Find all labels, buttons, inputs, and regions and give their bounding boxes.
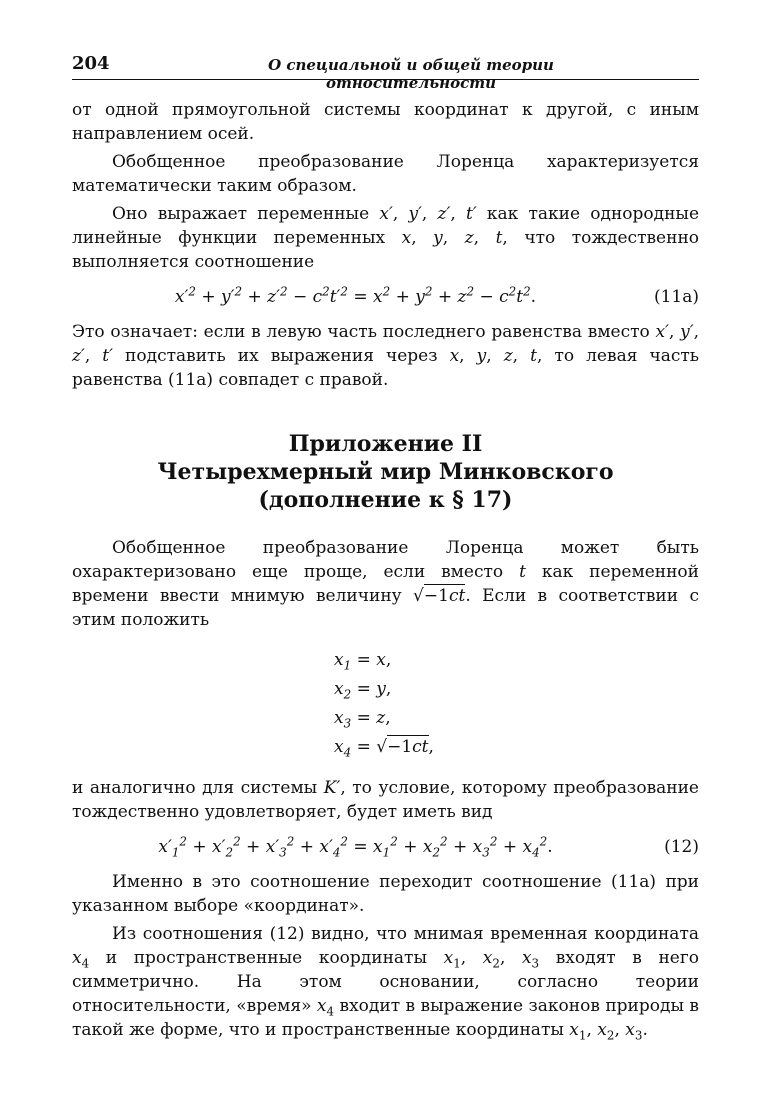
paragraph-3: Оно выражает переменные x′, y′, z′, t′ как такие однородные линейные функции переменных x, y, z, t, что тождественно выполняется соотношение — [72, 204, 700, 272]
paragraph-8: Из соотношения (12) видно, что мнимая временная координата $x_4$ и пространственные координаты $x_1$, $x_2$, $x_3$ входят в него симметрично. На этом основании, согласно теории относительности, «время» $x_4$ входит в выражение законов природы в такой же форме, что и пространственные координаты $x_1$, $x_2$, $x_3$. — [72, 924, 699, 1043]
definition-x1: $x_1 = x$, — [334, 650, 392, 673]
page-body — [72, 98, 699, 1042]
paragraph-2: Обобщенное преобразование Лоренца характеризуется математически таким образом. — [72, 152, 699, 196]
paragraph-4: Это означает: если в левую часть последнего равенства вместо x′, y′, z′, t′ подставить их выражения через x, y, z, t, то левая часть равенства (11a) совпадет с правой. — [72, 322, 700, 390]
appendix-note: (дополнение к § 17) — [258, 487, 513, 513]
paragraph-6: и аналогично для системы K′, то условие, которому преобразование тождественно удовлетворяет, будет иметь вид — [72, 778, 699, 822]
equation-12 — [72, 833, 699, 861]
running-head: О специальной и общей теории относительности — [268, 56, 554, 92]
paragraph-5: Обобщенное преобразование Лоренца может быть охарактеризовано еще проще, если вместо t как переменной времени ввести мнимую величину √−1ct. Если в соответствии с этим положить — [72, 538, 700, 630]
appendix-heading — [72, 430, 699, 514]
equation-11a-number: (11a) — [653, 287, 699, 307]
definition-x4: $x_4 = √-1ct$, — [334, 737, 434, 760]
appendix-title: Приложение II — [288, 431, 483, 457]
paragraph-7: Именно в это соотношение переходит соотношение (11a) при указанном выборе «координат». — [72, 872, 699, 916]
page-number: 204 — [72, 53, 110, 74]
definition-x3: $x_3 = z$, — [334, 708, 391, 731]
paragraph-1: от одной прямоугольной системы координат к другой, с иным направлением осей. — [72, 100, 699, 144]
equation-11a-formula: $x'^2 + y'^2 + z'^2 - c^2t'^2 = x^2 + y^2 + z^2 - c^2t^2$. — [174, 284, 537, 307]
coordinate-definitions — [334, 646, 699, 762]
equation-12-formula: $x'_1^2 + x'_2^2 + x'_3^2 + x'_4^2 = x_1^2 + x_2^2 + x_3^2 + x_4^2$. — [158, 834, 553, 860]
header-rule — [72, 79, 699, 80]
equation-11a — [72, 283, 699, 311]
equation-12-number: (12) — [664, 837, 699, 857]
definition-x2: $x_2 = y$, — [334, 679, 392, 702]
appendix-subtitle: Четырехмерный мир Минковского — [157, 459, 614, 485]
